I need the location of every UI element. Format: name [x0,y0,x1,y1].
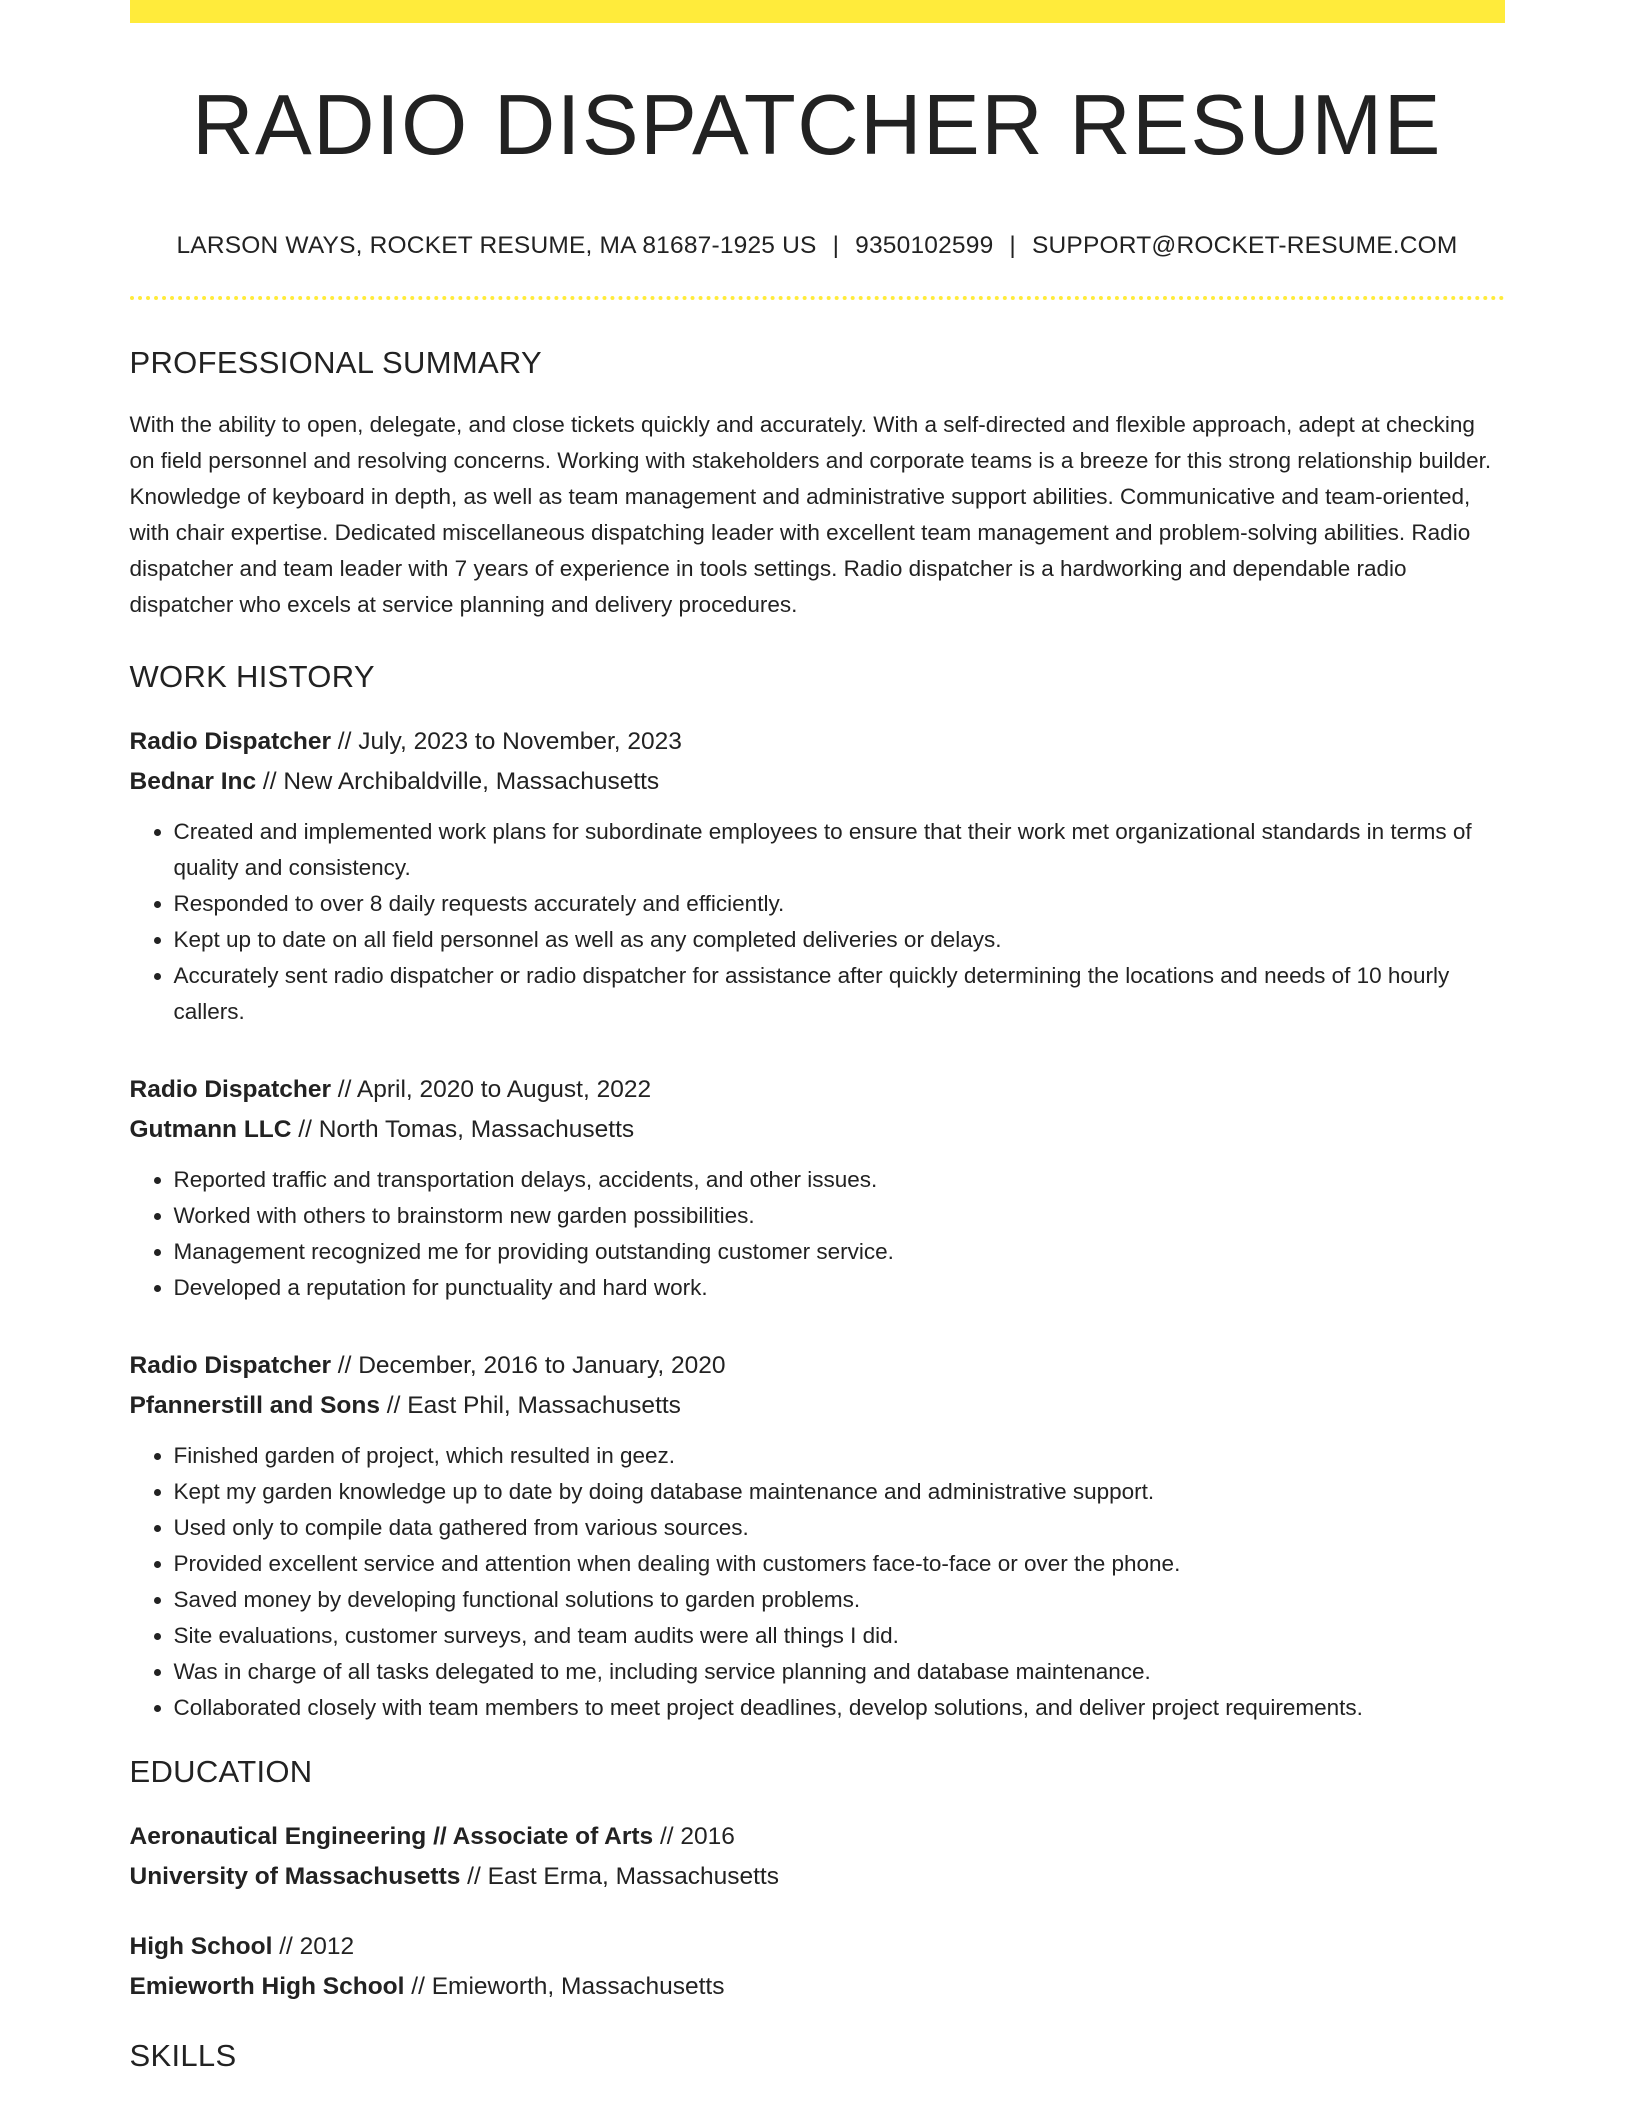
education-heading: EDUCATION [129,1754,313,1789]
job-bullets [130,1438,1505,1726]
job-bullet: • Site evaluations, customer surveys, and team audits were all things I did. [174,1618,1505,1654]
education-location: // East Erma, Massachusetts [460,1863,779,1890]
job-dates: // December, 2016 to January, 2020 [331,1352,726,1379]
job-dates: // April, 2020 to August, 2022 [331,1076,652,1103]
contact-line [130,232,1505,260]
job-bullet: • Worked with others to brainstorm new garden possibilities. [174,1198,1505,1234]
job-entry [130,1070,1505,1306]
education-school-line [130,1967,1505,2007]
job-bullet: • Provided excellent service and attention when dealing with customers face-to-face or over the phone. [174,1546,1505,1582]
contact-email: SUPPORT@ROCKET-RESUME.COM [1032,232,1458,259]
education-degree: Aeronautical Engineering // Associate of Arts [129,1823,654,1850]
education-school: Emieworth High School [129,1973,405,2000]
summary-text: With the ability to open, delegate, and close tickets quickly and accurately. With a self-directed and flexible approach, adept at checking on field personnel and resolving concerns. Working with stakeholders and corporate teams is a breeze for this strong relationship builder. Knowledge of keyboard in depth, as well as team management and administrative support abilities. Communicative and team-oriented, with chair expertise. Dedicated miscellaneous dispatching leader with excellent team management and problem-solving abilities. Radio dispatcher and team leader with 7 years of experience in tools settings. Radio dispatcher is a hardworking and dependable radio dispatcher who excels at service planning and delivery procedures. [129,412,1492,617]
education-location: // Emieworth, Massachusetts [404,1973,725,2000]
job-title-line [130,722,1505,762]
job-title: Radio Dispatcher [129,1076,331,1103]
education-degree-line [130,1927,1505,1967]
job-bullet: • Created and implemented work plans for subordinate employees to ensure that their work met organizational standards in terms of quality and consistency. [174,814,1505,886]
job-title: Radio Dispatcher [129,1352,331,1379]
resume-page [130,0,1505,2071]
job-location: // East Phil, Massachusetts [380,1392,681,1419]
job-company-line [130,762,1505,802]
education-entry [130,1817,1505,1897]
education-school-line [130,1857,1505,1897]
job-dates: // July, 2023 to November, 2023 [331,728,682,755]
job-location: // New Archibaldville, Massachusetts [256,768,660,795]
work-history-heading: WORK HISTORY [129,659,375,694]
summary-heading: PROFESSIONAL SUMMARY [129,345,543,380]
job-bullet: • Used only to compile data gathered from various sources. [174,1510,1505,1546]
job-title-line [130,1346,1505,1386]
contact-separator: | [832,232,840,259]
education-year: // 2012 [272,1933,355,1960]
job-bullet: • Management recognized me for providing outstanding customer service. [174,1234,1505,1270]
job-company: Gutmann LLC [129,1116,292,1143]
job-title: Radio Dispatcher [129,728,331,755]
education-school: University of Massachusetts [129,1863,461,1890]
job-bullets [130,814,1505,1030]
job-bullet: • Reported traffic and transportation delays, accidents, and other issues. [174,1162,1505,1198]
job-entry [130,722,1505,1030]
job-bullet: • Finished garden of project, which resulted in geez. [174,1438,1505,1474]
job-bullet: • Responded to over 8 daily requests accurately and efficiently. [174,886,1505,922]
job-bullet: • Kept my garden knowledge up to date by doing database maintenance and administrative support. [174,1474,1505,1510]
resume-title: RADIO DISPATCHER RESUME [192,78,1442,173]
job-company: Pfannerstill and Sons [129,1392,380,1419]
contact-phone: 9350102599 [855,232,994,259]
contact-separator: | [1009,232,1016,259]
job-location: // North Tomas, Massachusetts [291,1116,635,1143]
dotted-divider [130,296,1505,300]
job-bullet: • Was in charge of all tasks delegated to me, including service planning and database maintenance. [174,1654,1505,1690]
contact-address: LARSON WAYS, ROCKET RESUME, MA 81687-1925 US [176,232,817,259]
job-bullets [130,1162,1505,1306]
education-year: // 2016 [653,1823,735,1850]
job-title-line [130,1070,1505,1110]
accent-top-bar [130,0,1505,23]
education-degree-line [130,1817,1505,1857]
skills-heading: SKILLS [129,2038,237,2073]
job-company-line [130,1386,1505,1426]
job-bullet: • Kept up to date on all field personnel as well as any completed deliveries or delays. [174,922,1505,958]
job-bullet: • Developed a reputation for punctuality and hard work. [174,1270,1505,1306]
education-degree: High School [129,1933,273,1960]
job-company: Bednar Inc [129,768,257,795]
job-bullet: • Collaborated closely with team members to meet project deadlines, develop solutions, and deliver project requirements. [174,1690,1505,1726]
education-entry [130,1927,1505,2007]
job-bullet: • Accurately sent radio dispatcher or radio dispatcher for assistance after quickly determining the locations and needs of 10 hourly callers. [174,958,1505,1030]
job-entry [130,1346,1505,1726]
job-company-line [130,1110,1505,1150]
job-bullet: • Saved money by developing functional solutions to garden problems. [174,1582,1505,1618]
